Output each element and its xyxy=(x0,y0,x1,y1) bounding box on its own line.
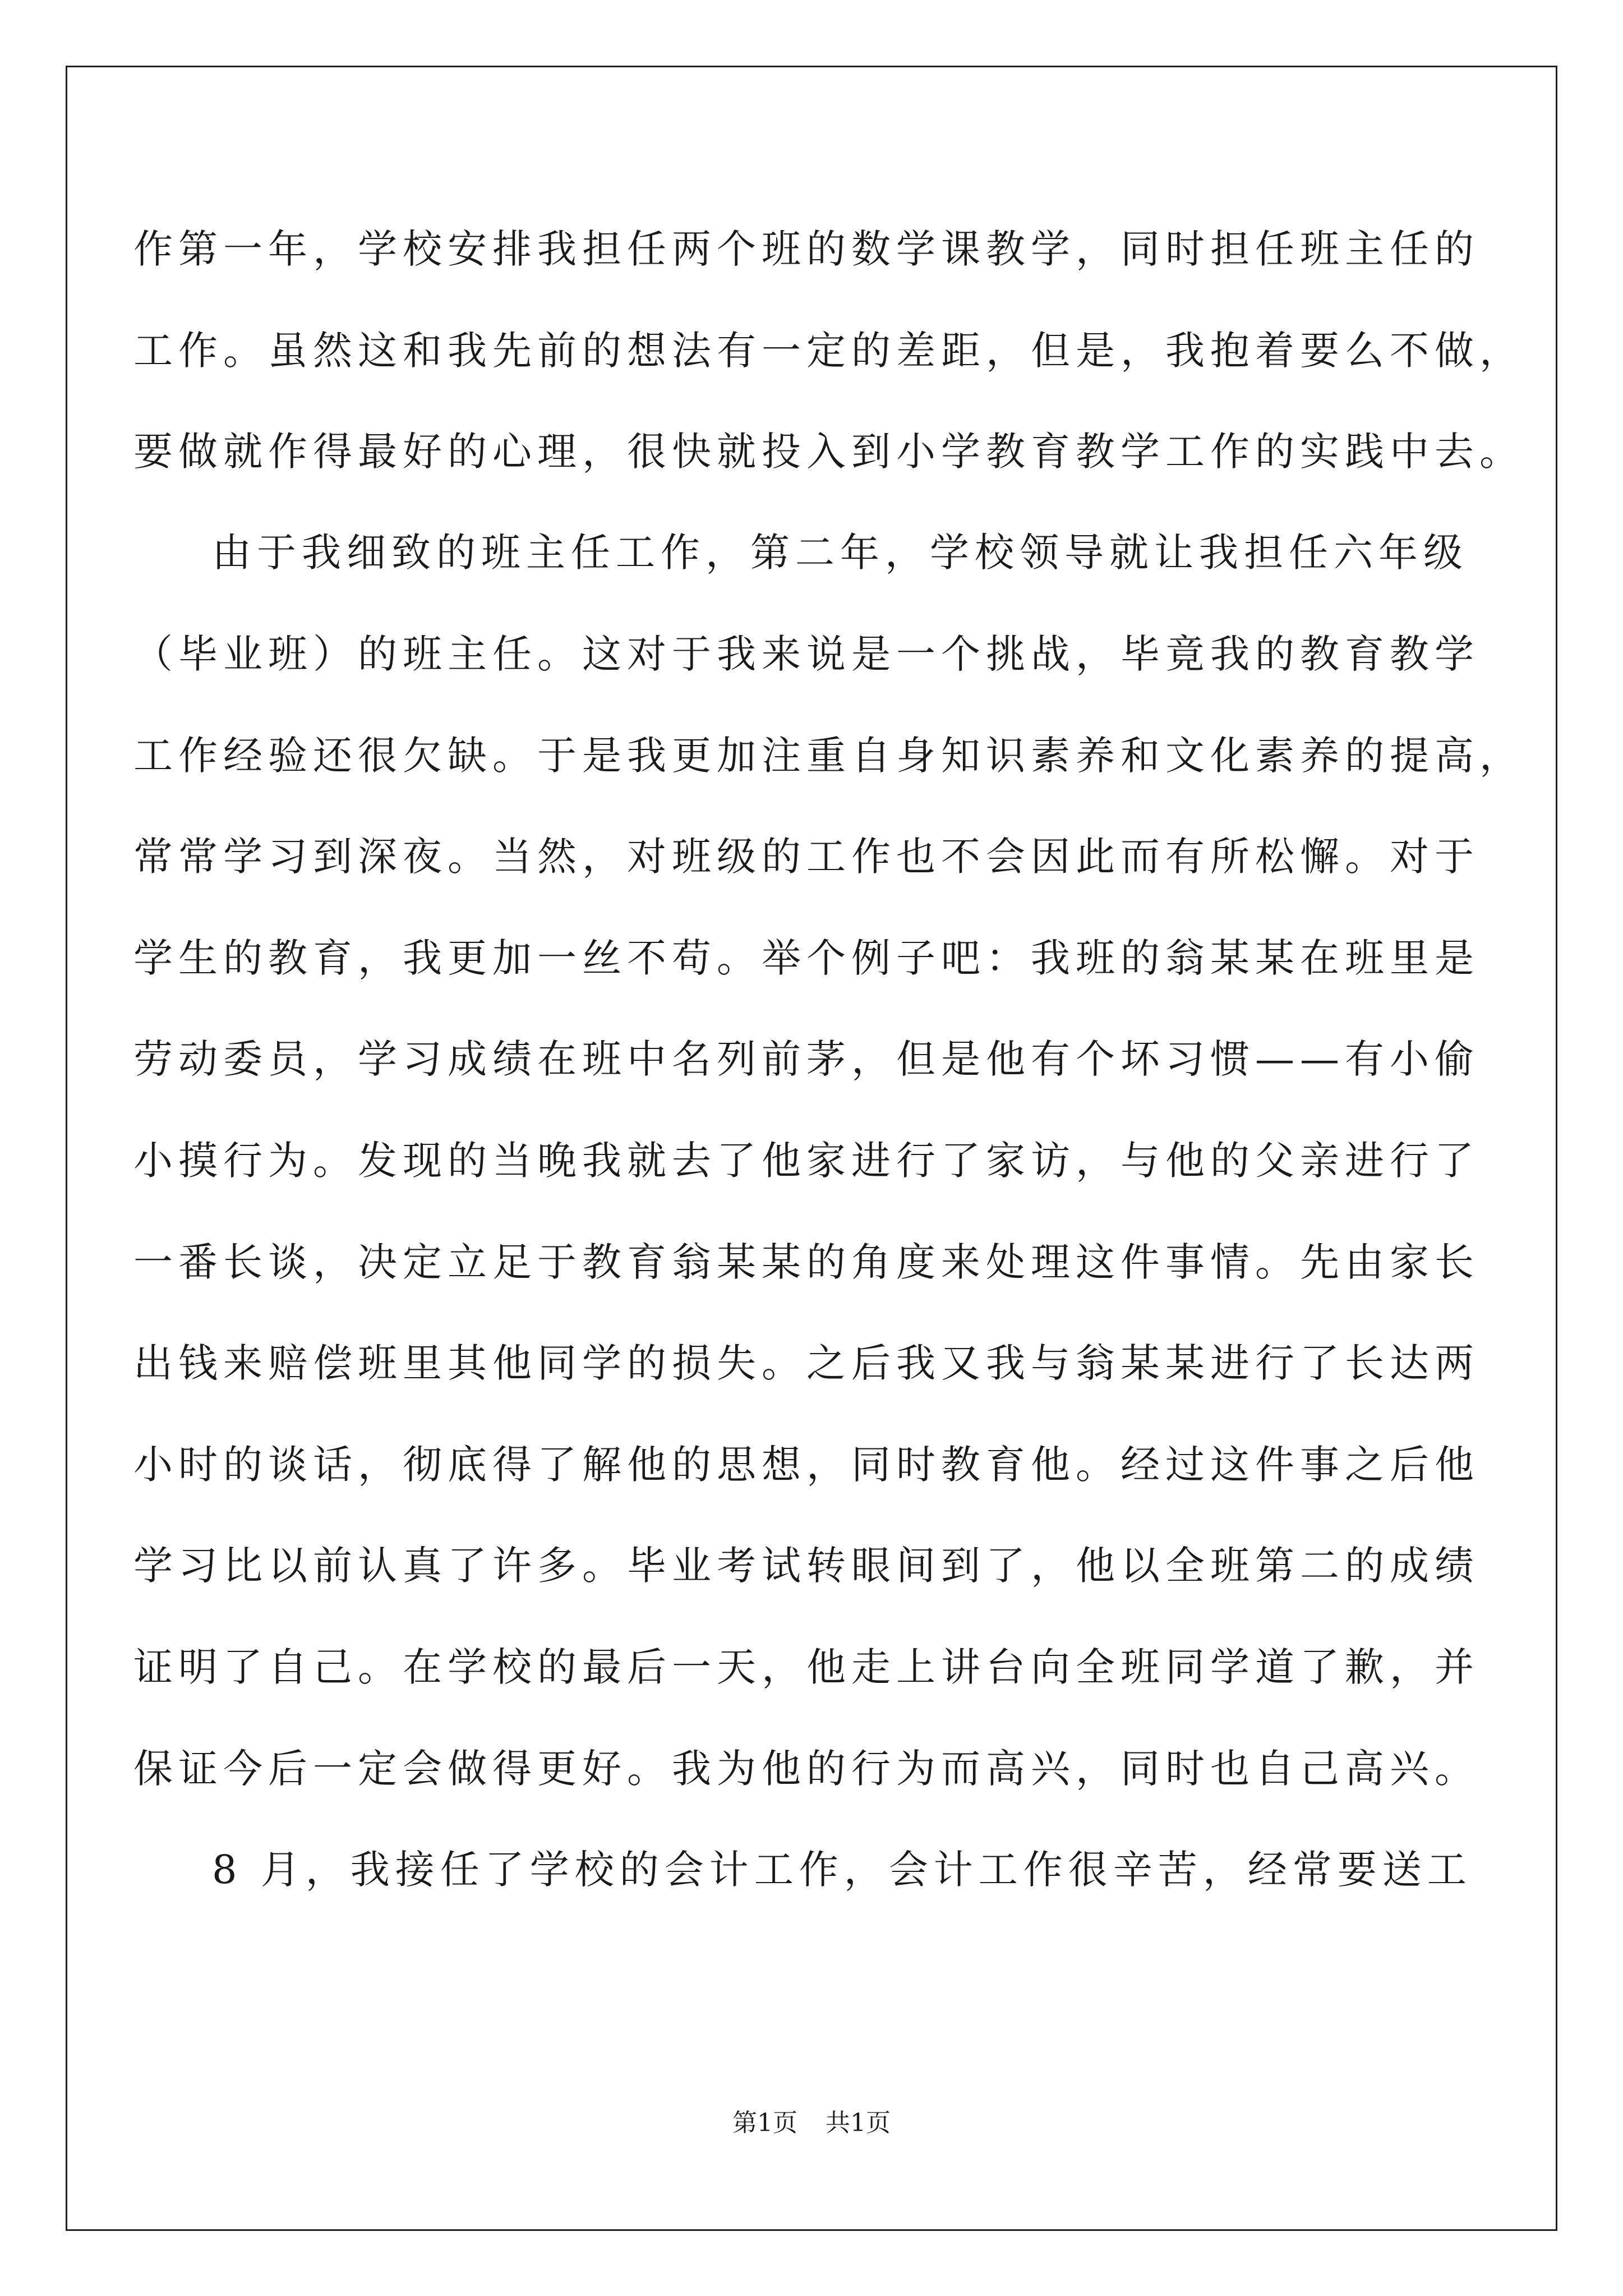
text-line: 保证今后一定会做得更好。我为他的行为而高兴，同时也自己高兴。 xyxy=(133,1746,1479,1792)
text-line: 学习比以前认真了许多。毕业考试转眼间到了，他以全班第二的成绩 xyxy=(133,1543,1479,1589)
text-line: 劳动委员，学习成绩在班中名列前茅，但是他有个坏习惯——有小偷 xyxy=(133,1036,1479,1082)
page-footer xyxy=(0,2106,1623,2140)
text-line: 作第一年，学校安排我担任两个班的数学课教学，同时担任班主任的 xyxy=(133,226,1479,272)
text-line: 证明了自己。在学校的最后一天，他走上讲台向全班同学道了歉，并 xyxy=(133,1644,1479,1690)
text-line: 要做就作得最好的心理，很快就投入到小学教育教学工作的实践中去。 xyxy=(133,429,1524,475)
text-line: 常常学习到深夜。当然，对班级的工作也不会因此而有所松懈。对于 xyxy=(133,834,1479,880)
text-line: 学生的教育，我更加一丝不苟。举个例子吧：我班的翁某某在班里是 xyxy=(133,935,1479,981)
text-line: 工作经验还很欠缺。于是我更加注重自身知识素养和文化素养的提高， xyxy=(133,733,1524,779)
text-line: 小时的谈话，彻底得了解他的思想，同时教育他。经过这件事之后他 xyxy=(133,1442,1479,1488)
paragraph-start-line: 8 月，我接任了学校的会计工作，会计工作很辛苦，经常要送工 xyxy=(212,1847,1472,1893)
text-line: 出钱来赔偿班里其他同学的损失。之后我又我与翁某某进行了长达两 xyxy=(133,1340,1479,1386)
text-line: （毕业班）的班主任。这对于我来说是一个挑战，毕竟我的教育教学 xyxy=(133,631,1479,677)
page-number: 第1页 xyxy=(732,2109,797,2137)
page-total: 共1页 xyxy=(826,2109,891,2137)
text-line: 一番长谈，决定立足于教育翁某某的角度来处理这件事情。先由家长 xyxy=(133,1239,1479,1285)
paragraph-start-line: 由于我细致的班主任工作，第二年，学校领导就让我担任六年级 xyxy=(212,530,1468,576)
text-line: 小摸行为。发现的当晚我就去了他家进行了家访，与他的父亲进行了 xyxy=(133,1138,1479,1184)
text-line: 工作。虽然这和我先前的想法有一定的差距，但是，我抱着要么不做， xyxy=(133,328,1524,374)
